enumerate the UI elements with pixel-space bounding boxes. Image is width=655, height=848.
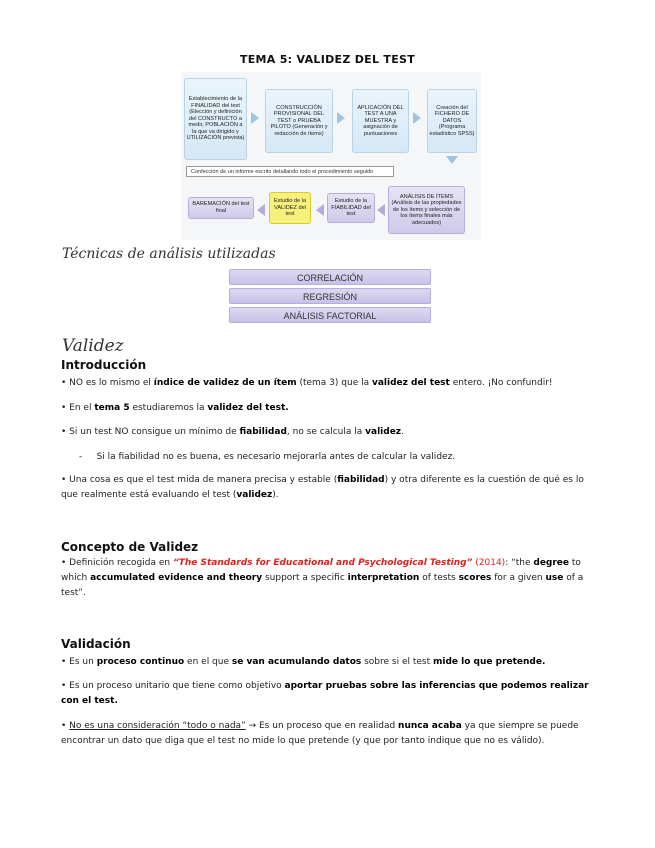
intro-paragraph-5: • Una cosa es que el test mida de manera precisa y estable (fiabilidad) y otra diferente es la cuestión de qué es lo que realmente está evaluando el test (validez). bbox=[61, 475, 584, 500]
tecnica-analisis-factorial: ANÁLISIS FACTORIAL bbox=[229, 307, 431, 323]
intro-paragraph-1: • NO es lo mismo el índice de validez de un ítem (tema 3) que la validez del test entero. ¡No confundir! bbox=[61, 378, 553, 388]
arrow-down-icon bbox=[446, 156, 458, 164]
concepto-paragraph: • Definición recogida en “The Standards for Educational and Psychological Testing” (2014): “the degree to which accumulated evidence and theory support a specific interpretation of tests scores for a given use of a test”. bbox=[61, 558, 584, 598]
page-title: TEMA 5: VALIDEZ DEL TEST bbox=[239, 53, 416, 66]
diagram-report: Confección de un informe escrito detallando todo el procedimiento seguido bbox=[186, 166, 394, 177]
diagram-box-baremacion: BAREMACIÓN del test final bbox=[188, 197, 254, 219]
diagram-box-fiabilidad: Estudio de la FIABILIDAD del test bbox=[327, 193, 375, 223]
tecnicas-heading: Técnicas de análisis utilizadas bbox=[62, 246, 276, 262]
diagram-box-aplicacion: APLICACIÓN DEL TEST A UNA MUESTRA y asignación de puntuaciones bbox=[352, 89, 409, 153]
validacion-paragraph-1: • Es un proceso continuo en el que se van acumulando datos sobre si el test mide lo que pretende. bbox=[61, 657, 546, 667]
validacion-paragraph-3: • No es una consideración “todo o nada” → Es un proceso que en realidad nunca acaba ya que siempre se puede encontrar un dato que diga que el test no mide lo que pretende (y que por tanto indique que no es válido). bbox=[61, 721, 579, 746]
dash-bullet: - bbox=[79, 452, 97, 462]
validacion-heading: Validación bbox=[61, 637, 131, 651]
diagram-box-finalidad: Establecimiento de la FINALIDAD del test (Elección y definición del CONSTRUCTO a medir, POBLACIÓN a la que va dirigido y UTILIZACIÓN prevista) bbox=[184, 78, 247, 160]
diagram-box-construccion: CONSTRUCCIÓN PROVISIONAL DEL TEST o PRUEBA PILOTO (Generación y redacción de ítems) bbox=[265, 89, 333, 153]
intro-paragraph-3: • Si un test NO consigue un mínimo de fiabilidad, no se calcula la validez. bbox=[61, 427, 404, 437]
intro-subitem: - Si la fiabilidad no es buena, es necesario mejorarla antes de calcular la validez. bbox=[79, 452, 456, 462]
validacion-paragraph-2: • Es un proceso unitario que tiene como objetivo aportar pruebas sobre las inferencias que podemos realizar con el test. bbox=[61, 681, 589, 706]
tecnica-regresion: REGRESIÓN bbox=[229, 288, 431, 304]
arrow-left-icon bbox=[257, 204, 265, 216]
diagram-box-analisis-items: ANÁLISIS DE ÍTEMS (Análisis de las propiedades de los ítems y selección de los ítems finales más adecuados) bbox=[388, 186, 465, 234]
introduccion-heading: Introducción bbox=[61, 358, 147, 372]
concepto-heading: Concepto de Validez bbox=[61, 540, 199, 554]
tecnica-correlacion: CORRELACIÓN bbox=[229, 269, 431, 285]
arrow-right-icon bbox=[337, 112, 345, 124]
arrow-right-icon bbox=[413, 112, 421, 124]
arrow-left-icon bbox=[377, 204, 385, 216]
intro-paragraph-2: • En el tema 5 estudiaremos la validez del test. bbox=[61, 403, 289, 413]
arrow-right-icon bbox=[251, 112, 259, 124]
diagram-box-fichero: Creación del FICHERO DE DATOS (Programa estadístico SPSS) bbox=[427, 89, 477, 153]
process-diagram bbox=[181, 72, 481, 240]
diagram-box-validez: Estudio de la VALIDEZ del test bbox=[269, 192, 311, 224]
validez-heading: Validez bbox=[62, 336, 124, 356]
arrow-left-icon bbox=[316, 204, 324, 216]
